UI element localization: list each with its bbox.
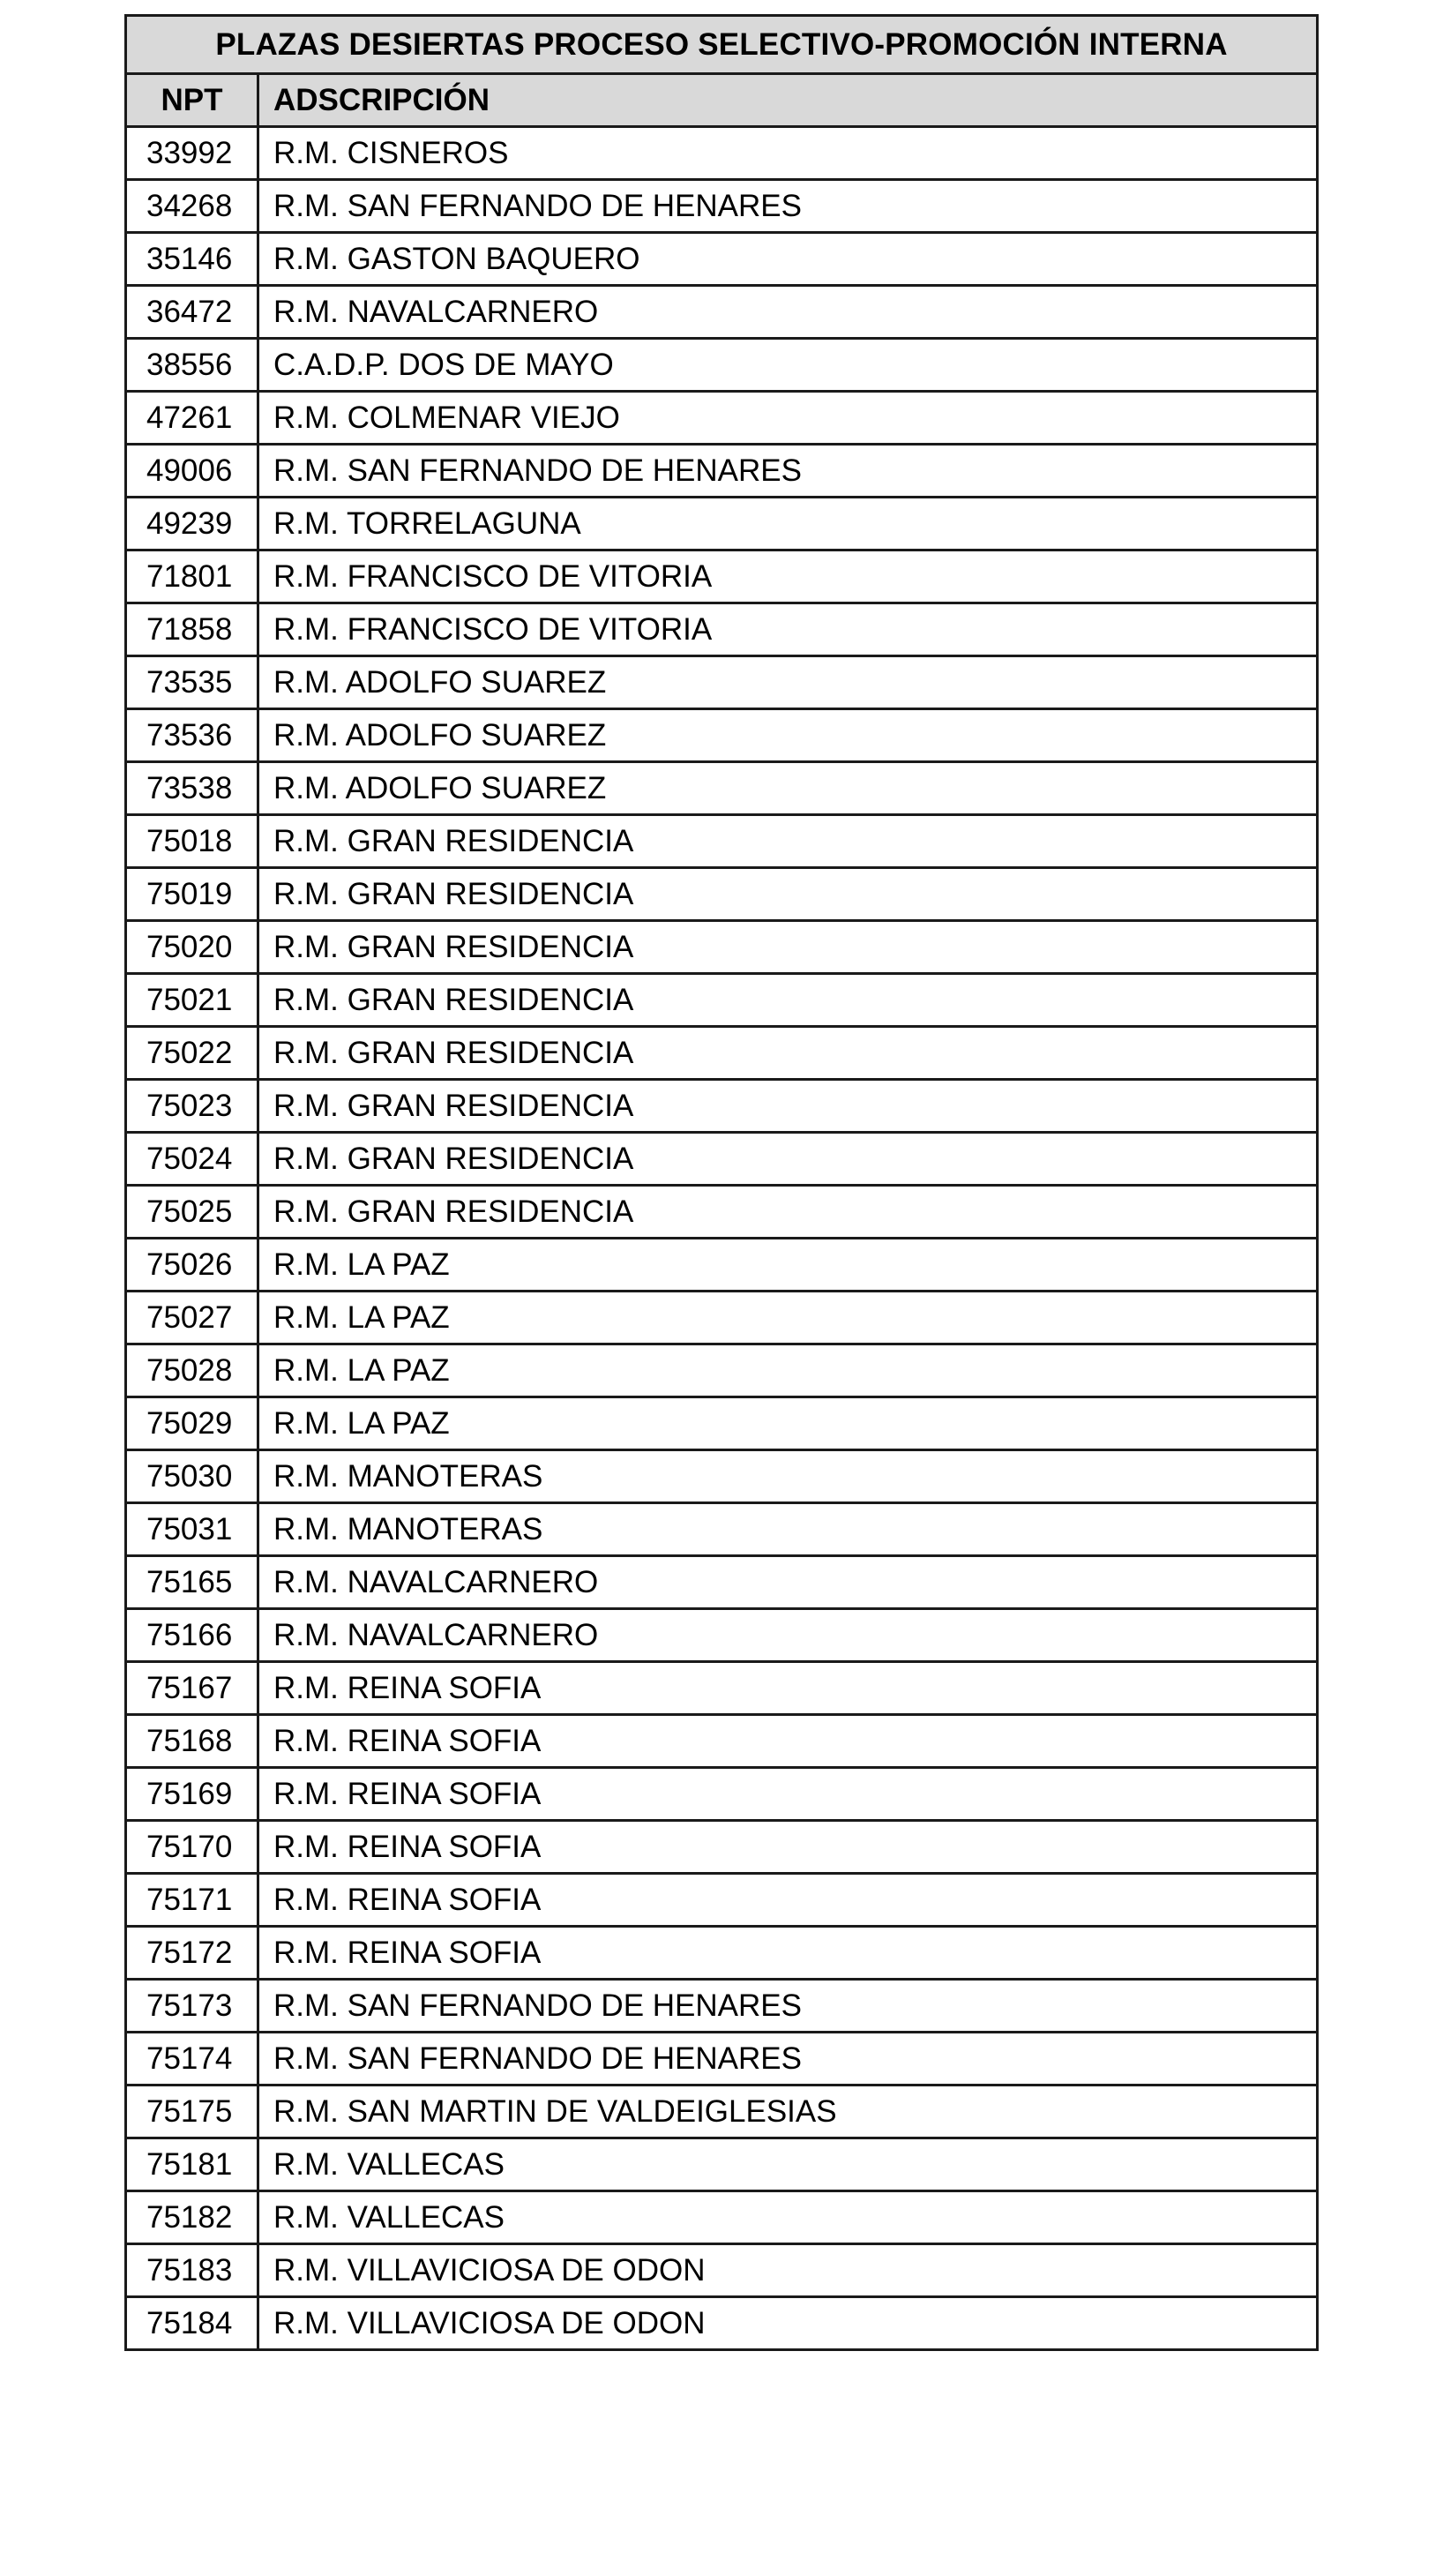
npt-cell: 75166 <box>126 1609 258 1662</box>
npt-cell: 75175 <box>126 2086 258 2138</box>
table-row <box>126 445 1318 498</box>
npt-cell: 71801 <box>126 550 258 603</box>
table-row <box>126 656 1318 709</box>
npt-cell: 75024 <box>126 1133 258 1186</box>
npt-cell: 49006 <box>126 445 258 498</box>
npt-cell: 75028 <box>126 1344 258 1397</box>
npt-cell: 71858 <box>126 603 258 656</box>
header-row <box>126 74 1318 127</box>
npt-cell: 33992 <box>126 127 258 180</box>
npt-cell: 36472 <box>126 286 258 339</box>
adscripcion-cell: R.M. LA PAZ <box>258 1344 1318 1397</box>
table-row <box>126 709 1318 762</box>
table-row <box>126 2191 1318 2244</box>
adscripcion-cell: R.M. VILLAVICIOSA DE ODON <box>258 2244 1318 2297</box>
table-row <box>126 2086 1318 2138</box>
table-row <box>126 1133 1318 1186</box>
npt-cell: 75171 <box>126 1874 258 1927</box>
npt-cell: 75182 <box>126 2191 258 2244</box>
adscripcion-cell: R.M. CISNEROS <box>258 127 1318 180</box>
table-row <box>126 974 1318 1027</box>
adscripcion-cell: R.M. ADOLFO SUAREZ <box>258 709 1318 762</box>
table-row <box>126 550 1318 603</box>
table-row <box>126 1503 1318 1556</box>
npt-cell: 75181 <box>126 2138 258 2191</box>
npt-cell: 75167 <box>126 1662 258 1715</box>
adscripcion-cell: R.M. SAN MARTIN DE VALDEIGLESIAS <box>258 2086 1318 2138</box>
npt-cell: 75022 <box>126 1027 258 1080</box>
adscripcion-cell: R.M. NAVALCARNERO <box>258 1556 1318 1609</box>
adscripcion-cell: R.M. LA PAZ <box>258 1292 1318 1344</box>
table-row <box>126 921 1318 974</box>
npt-cell: 34268 <box>126 180 258 233</box>
npt-cell: 75030 <box>126 1450 258 1503</box>
table-row <box>126 1450 1318 1503</box>
column-header-npt: NPT <box>126 74 258 127</box>
table-row <box>126 1821 1318 1874</box>
table-title: PLAZAS DESIERTAS PROCESO SELECTIVO-PROMOCIÓN INTERNA <box>126 16 1318 74</box>
table-row <box>126 2138 1318 2191</box>
npt-cell: 47261 <box>126 392 258 445</box>
adscripcion-cell: R.M. GRAN RESIDENCIA <box>258 1186 1318 1239</box>
title-row <box>126 16 1318 74</box>
table-row <box>126 1927 1318 1980</box>
npt-cell: 75031 <box>126 1503 258 1556</box>
npt-cell: 75026 <box>126 1239 258 1292</box>
adscripcion-cell: R.M. REINA SOFIA <box>258 1768 1318 1821</box>
npt-cell: 75027 <box>126 1292 258 1344</box>
table-row <box>126 1239 1318 1292</box>
npt-cell: 73538 <box>126 762 258 815</box>
table-row <box>126 1874 1318 1927</box>
adscripcion-cell: R.M. COLMENAR VIEJO <box>258 392 1318 445</box>
npt-cell: 75172 <box>126 1927 258 1980</box>
adscripcion-cell: C.A.D.P. DOS DE MAYO <box>258 339 1318 392</box>
npt-cell: 73535 <box>126 656 258 709</box>
adscripcion-cell: R.M. LA PAZ <box>258 1239 1318 1292</box>
table-row <box>126 815 1318 868</box>
npt-cell: 75168 <box>126 1715 258 1768</box>
npt-cell: 75023 <box>126 1080 258 1133</box>
table-body <box>126 127 1318 2350</box>
npt-cell: 75029 <box>126 1397 258 1450</box>
adscripcion-cell: R.M. GRAN RESIDENCIA <box>258 1080 1318 1133</box>
npt-cell: 75169 <box>126 1768 258 1821</box>
npt-cell: 35146 <box>126 233 258 286</box>
table-row <box>126 498 1318 550</box>
table-row <box>126 1344 1318 1397</box>
adscripcion-cell: R.M. VALLECAS <box>258 2191 1318 2244</box>
table-row <box>126 603 1318 656</box>
table-row <box>126 233 1318 286</box>
adscripcion-cell: R.M. TORRELAGUNA <box>258 498 1318 550</box>
adscripcion-cell: R.M. MANOTERAS <box>258 1503 1318 1556</box>
column-header-adscripcion: ADSCRIPCIÓN <box>258 74 1318 127</box>
adscripcion-cell: R.M. REINA SOFIA <box>258 1927 1318 1980</box>
adscripcion-cell: R.M. GRAN RESIDENCIA <box>258 974 1318 1027</box>
plazas-table <box>124 14 1319 2351</box>
npt-cell: 75184 <box>126 2297 258 2350</box>
adscripcion-cell: R.M. SAN FERNANDO DE HENARES <box>258 180 1318 233</box>
table-row <box>126 868 1318 921</box>
adscripcion-cell: R.M. LA PAZ <box>258 1397 1318 1450</box>
adscripcion-cell: R.M. ADOLFO SUAREZ <box>258 762 1318 815</box>
adscripcion-cell: R.M. MANOTERAS <box>258 1450 1318 1503</box>
table-row <box>126 762 1318 815</box>
adscripcion-cell: R.M. NAVALCARNERO <box>258 1609 1318 1662</box>
table-row <box>126 392 1318 445</box>
table-row <box>126 1080 1318 1133</box>
npt-cell: 75174 <box>126 2033 258 2086</box>
adscripcion-cell: R.M. GRAN RESIDENCIA <box>258 1027 1318 1080</box>
adscripcion-cell: R.M. ADOLFO SUAREZ <box>258 656 1318 709</box>
adscripcion-cell: R.M. GRAN RESIDENCIA <box>258 815 1318 868</box>
adscripcion-cell: R.M. NAVALCARNERO <box>258 286 1318 339</box>
npt-cell: 75173 <box>126 1980 258 2033</box>
adscripcion-cell: R.M. SAN FERNANDO DE HENARES <box>258 2033 1318 2086</box>
npt-cell: 75020 <box>126 921 258 974</box>
adscripcion-cell: R.M. REINA SOFIA <box>258 1715 1318 1768</box>
npt-cell: 75018 <box>126 815 258 868</box>
table-row <box>126 339 1318 392</box>
table-row <box>126 1715 1318 1768</box>
npt-cell: 73536 <box>126 709 258 762</box>
npt-cell: 75183 <box>126 2244 258 2297</box>
adscripcion-cell: R.M. GASTON BAQUERO <box>258 233 1318 286</box>
adscripcion-cell: R.M. FRANCISCO DE VITORIA <box>258 603 1318 656</box>
adscripcion-cell: R.M. SAN FERNANDO DE HENARES <box>258 1980 1318 2033</box>
npt-cell: 75025 <box>126 1186 258 1239</box>
adscripcion-cell: R.M. SAN FERNANDO DE HENARES <box>258 445 1318 498</box>
table-row <box>126 1397 1318 1450</box>
table-row <box>126 286 1318 339</box>
table-row <box>126 1662 1318 1715</box>
adscripcion-cell: R.M. REINA SOFIA <box>258 1821 1318 1874</box>
table-row <box>126 1292 1318 1344</box>
npt-cell: 49239 <box>126 498 258 550</box>
adscripcion-cell: R.M. VILLAVICIOSA DE ODON <box>258 2297 1318 2350</box>
npt-cell: 75170 <box>126 1821 258 1874</box>
table-row <box>126 1027 1318 1080</box>
adscripcion-cell: R.M. REINA SOFIA <box>258 1874 1318 1927</box>
adscripcion-cell: R.M. FRANCISCO DE VITORIA <box>258 550 1318 603</box>
adscripcion-cell: R.M. GRAN RESIDENCIA <box>258 868 1318 921</box>
table-row <box>126 1186 1318 1239</box>
adscripcion-cell: R.M. VALLECAS <box>258 2138 1318 2191</box>
table-row <box>126 1980 1318 2033</box>
table-row <box>126 2297 1318 2350</box>
table-row <box>126 127 1318 180</box>
table-row <box>126 2244 1318 2297</box>
npt-cell: 75021 <box>126 974 258 1027</box>
table-row <box>126 2033 1318 2086</box>
table-row <box>126 180 1318 233</box>
adscripcion-cell: R.M. REINA SOFIA <box>258 1662 1318 1715</box>
npt-cell: 75165 <box>126 1556 258 1609</box>
npt-cell: 75019 <box>126 868 258 921</box>
adscripcion-cell: R.M. GRAN RESIDENCIA <box>258 921 1318 974</box>
table-row <box>126 1609 1318 1662</box>
table-row <box>126 1768 1318 1821</box>
npt-cell: 38556 <box>126 339 258 392</box>
adscripcion-cell: R.M. GRAN RESIDENCIA <box>258 1133 1318 1186</box>
table-row <box>126 1556 1318 1609</box>
